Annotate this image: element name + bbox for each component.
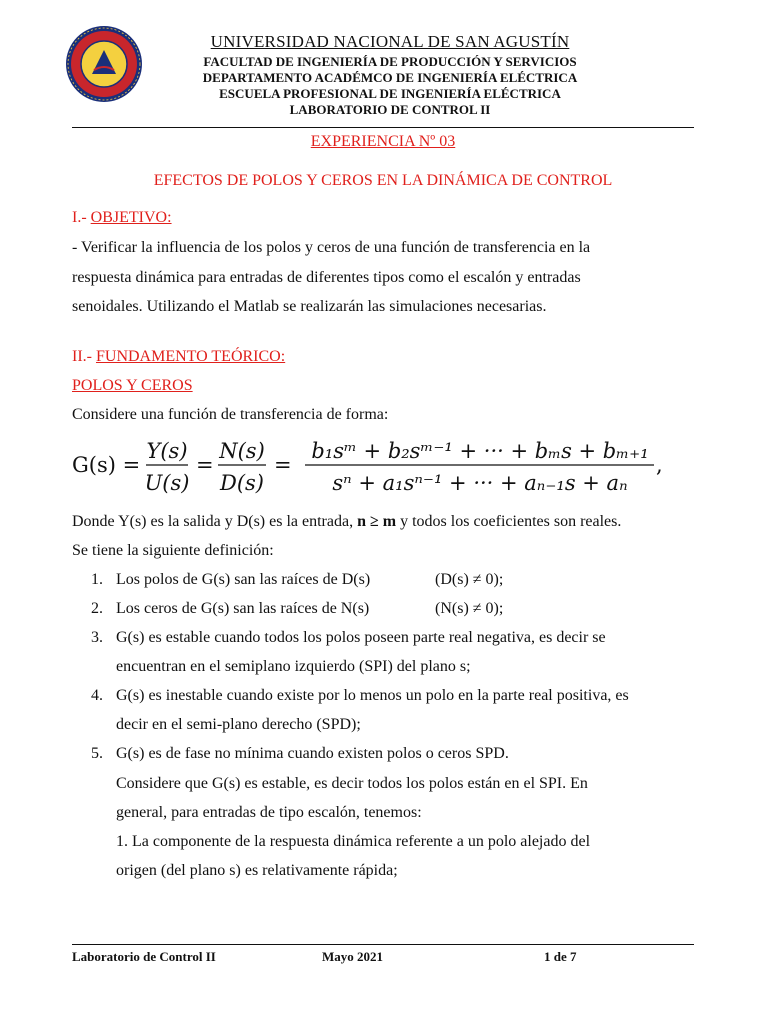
list-number: 3. [91, 629, 103, 646]
theory-intro: Considere una función de transferencia de forma: [72, 406, 389, 423]
where-sentence [72, 512, 621, 532]
footer-date: Mayo 2021 [322, 949, 384, 964]
eq-sign: = [274, 453, 292, 477]
footer-divider [72, 944, 694, 945]
where-text-c: y todos los coeficientes son reales. [396, 513, 622, 530]
list-item: G(s) es inestable cuando existe por lo menos un polo en la parte real positiva, es [116, 687, 629, 704]
consider-line: Considere que G(s) es estable, es decir todos los polos están en el SPI. En [116, 775, 588, 792]
list-item: G(s) es estable cuando todos los polos poseen parte real negativa, es decir se [116, 629, 606, 646]
objective-line: senoidales. Utilizando el Matlab se realizarán las simulaciones necesarias. [72, 298, 547, 315]
eq-f1-num: Y(s) [146, 439, 188, 463]
list-item: G(s) es de fase no mínima cuando existen polos o ceros SPD. [116, 745, 509, 762]
footer-page-number: 1 de 7 [544, 949, 577, 964]
list-item-condition: (N(s) ≠ 0); [435, 600, 504, 617]
faculty-name: FACULTAD DE INGENIERÍA DE PRODUCCIÓN Y SERVICIOS [203, 54, 577, 69]
header-divider [72, 127, 694, 128]
list-number: 2. [91, 600, 103, 617]
eq-sign: = [196, 453, 214, 477]
list-item-condition: (D(s) ≠ 0); [435, 571, 504, 588]
school-name: ESCUELA PROFESIONAL DE INGENIERÍA ELÉCTRICA [219, 86, 561, 101]
list-item: encuentran en el semiplano izquierdo (SPI) del plano s; [116, 658, 471, 675]
department-name: DEPARTAMENTO ACADÉMCO DE INGENIERÍA ELÉCTRICA [202, 70, 578, 85]
eq-f2-num: N(s) [219, 439, 265, 463]
objective-line: respuesta dinámica para entradas de diferentes tipos como el escalón y entradas [72, 269, 581, 286]
where-text-a: Donde Y(s) es la salida y D(s) es la entrada, [72, 513, 358, 530]
eq-f3-den: sⁿ + a₁sⁿ⁻¹ + ··· + aₙ₋₁s + aₙ [332, 471, 628, 495]
eq-lhs: G(s) = [72, 453, 141, 477]
list-number: 5. [91, 745, 103, 762]
transfer-function-equation [72, 428, 672, 498]
document-title: EFECTOS DE POLOS Y CEROS EN LA DINÁMICA DE CONTROL [153, 172, 613, 189]
definition-line: Se tiene la siguiente definición: [72, 542, 274, 559]
list-number: 1. [91, 571, 103, 588]
theory-heading [72, 347, 285, 367]
lab-name: LABORATORIO DE CONTROL II [289, 102, 491, 117]
consider-line: general, para entradas de tipo escalón, tenemos: [116, 804, 422, 821]
theory-heading-num: II.- [72, 348, 96, 365]
university-seal-logo [64, 24, 144, 104]
experience-number: EXPERIENCIA Nº 03 [310, 133, 456, 150]
objective-heading [72, 208, 172, 228]
eq-f1-den: U(s) [144, 471, 190, 495]
objective-line: - Verificar la influencia de los polos y ceros de una función de transferencia en la [72, 239, 591, 256]
objective-heading-num: I.- [72, 209, 91, 226]
where-condition: n ≥ m [357, 513, 397, 530]
eq-f2-den: D(s) [220, 471, 264, 495]
poles-zeros-subheading: POLOS Y CEROS [72, 377, 193, 394]
list-item: Los ceros de G(s) san las raíces de N(s) [116, 600, 370, 617]
footer-course: Laboratorio de Control II [72, 949, 216, 964]
sub-item-line: origen (del plano s) es relativamente rápida; [116, 862, 398, 879]
eq-comma: , [656, 453, 663, 477]
sub-item-line: 1. La componente de la respuesta dinámica referente a un polo alejado del [116, 833, 591, 850]
list-item: decir en el semi-plano derecho (SPD); [116, 716, 361, 733]
eq-f3-num: b₁sᵐ + b₂sᵐ⁻¹ + ··· + bₘs + bₘ₊₁ [311, 439, 649, 463]
university-name: UNIVERSIDAD NACIONAL DE SAN AGUSTÍN [210, 32, 570, 51]
list-number: 4. [91, 687, 103, 704]
list-item: Los polos de G(s) san las raíces de D(s) [116, 571, 371, 588]
objective-heading-text: OBJETIVO: [90, 209, 172, 226]
theory-heading-text: FUNDAMENTO TEÓRICO: [95, 348, 286, 365]
